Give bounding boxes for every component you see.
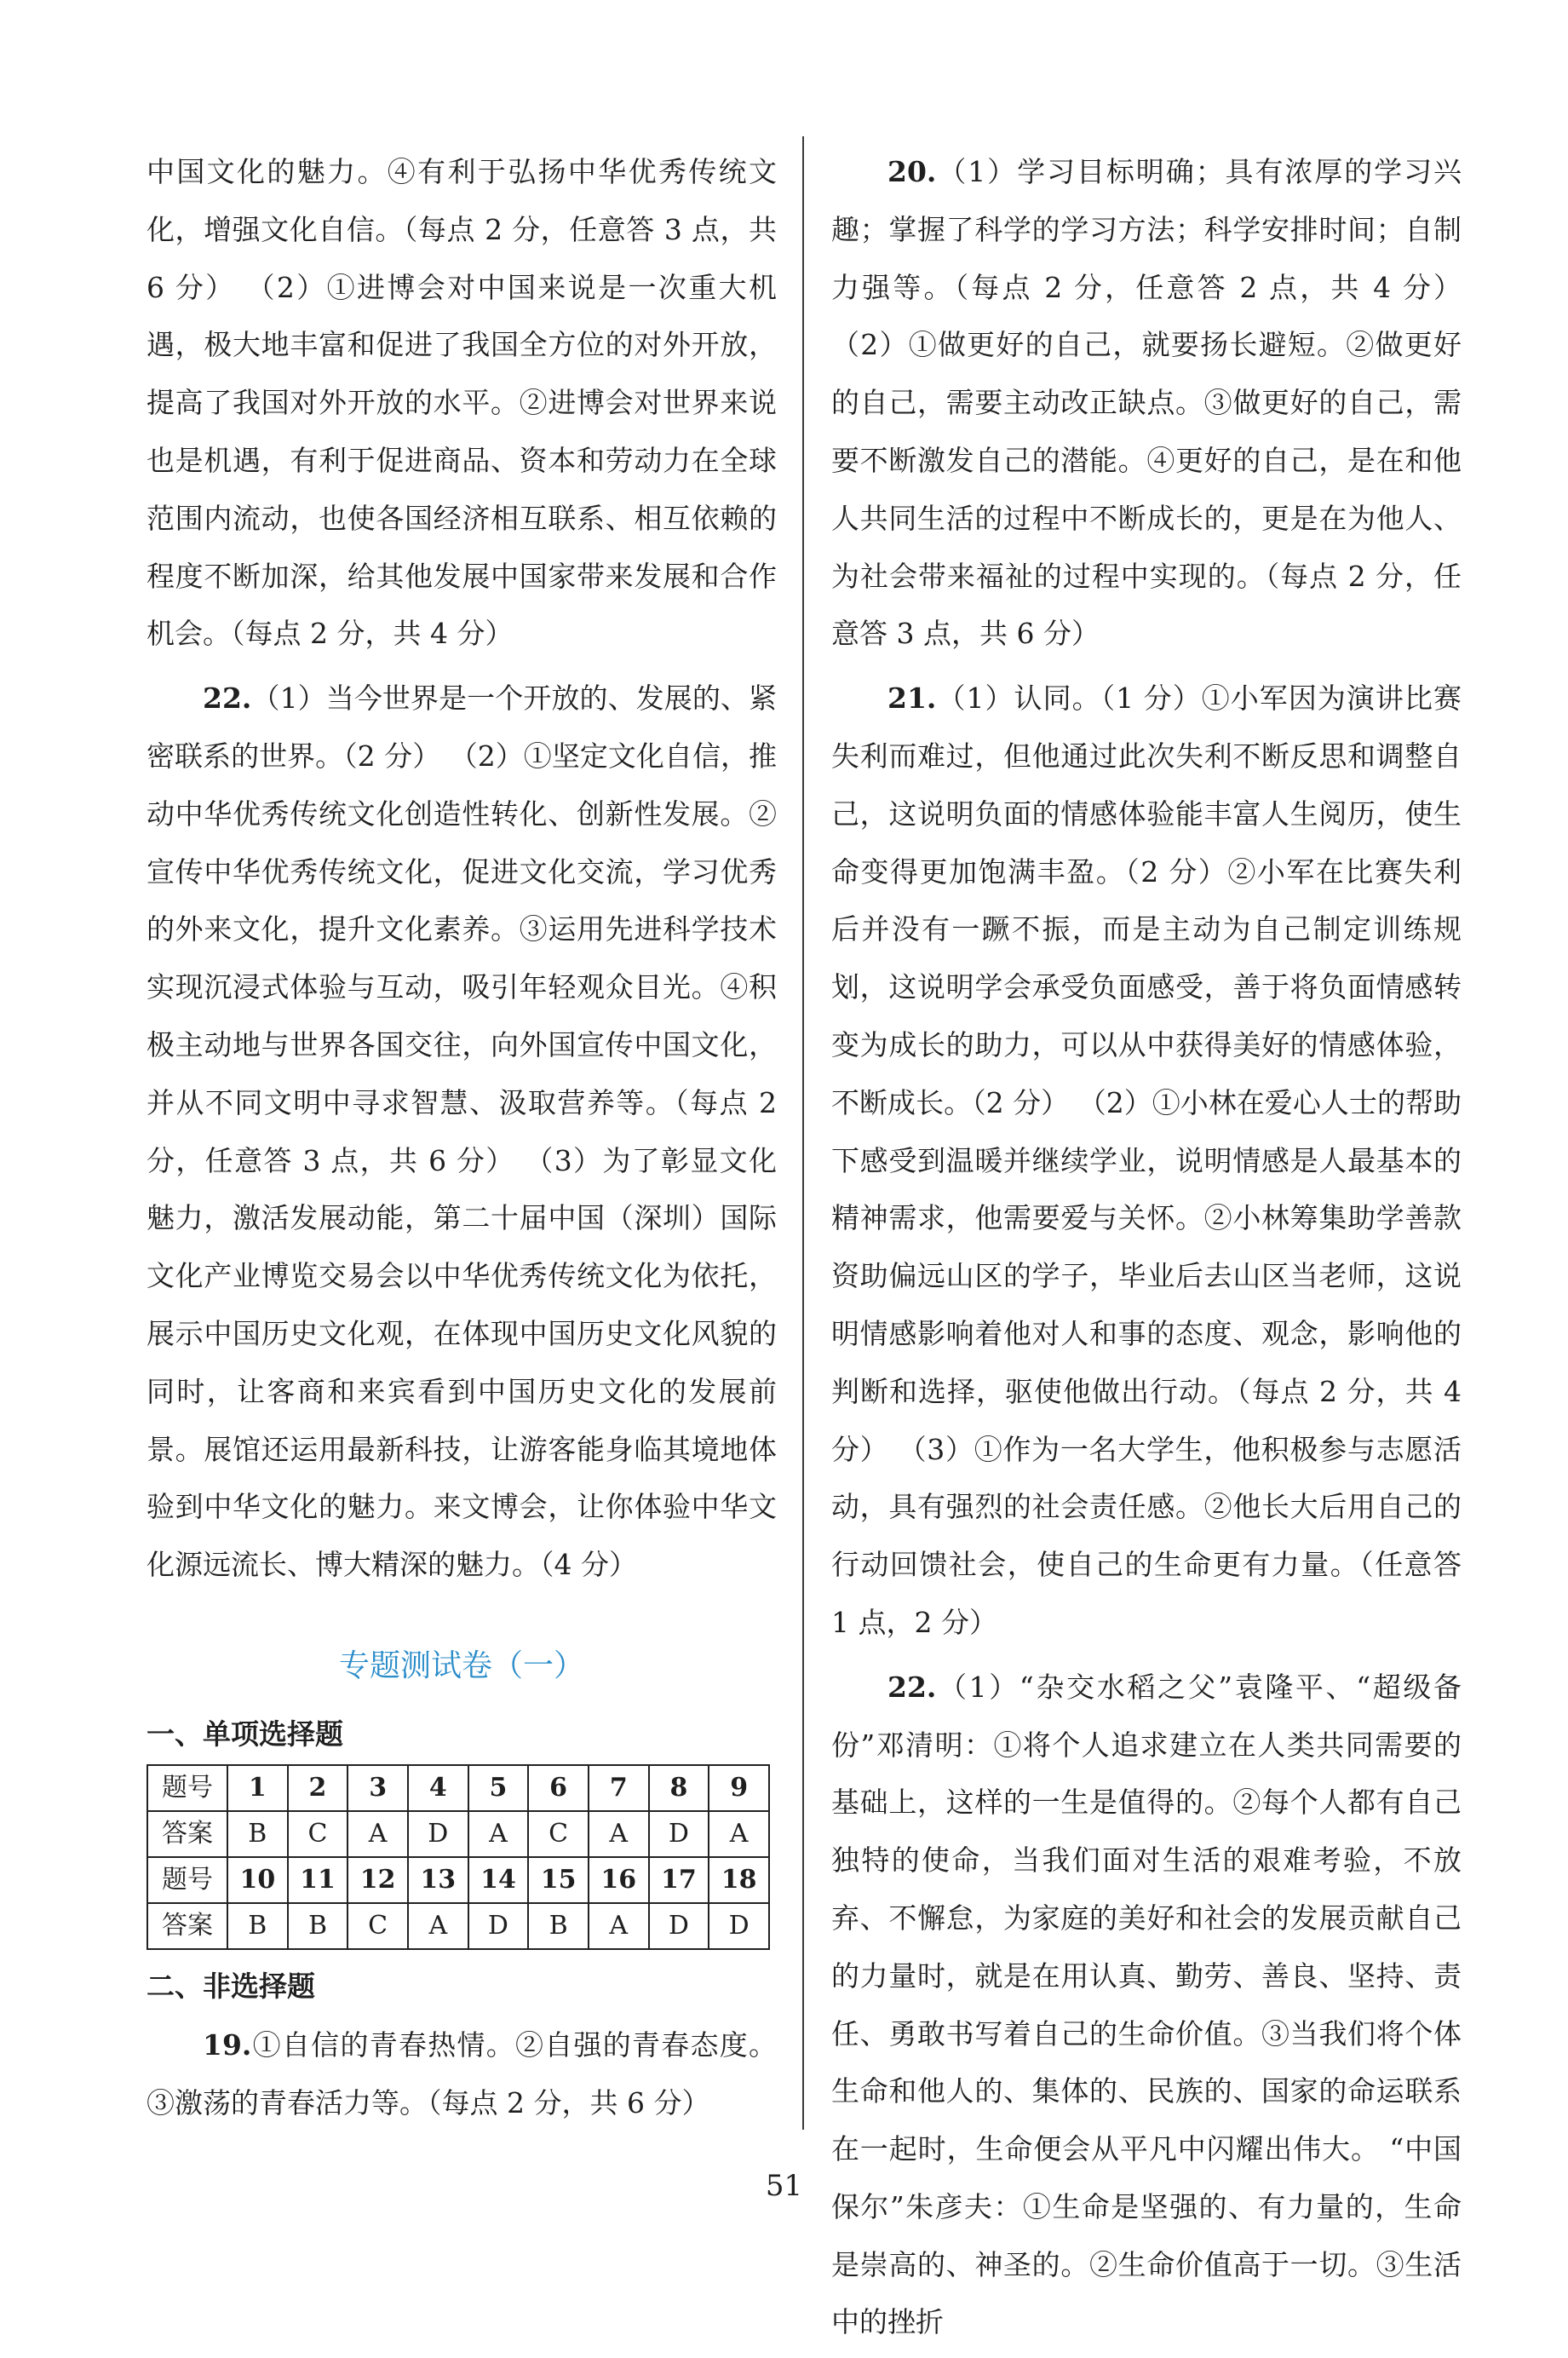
page-number: 51 <box>765 2169 803 2203</box>
table-cell: A <box>347 1811 408 1857</box>
table-cell: A <box>589 1811 649 1857</box>
right-column <box>831 143 1462 2358</box>
table-cell: B <box>227 1811 288 1857</box>
table-cell: 7 <box>589 1765 649 1811</box>
q21-text: （1）认同。（1 分）①小军因为演讲比赛失利而难过，但他通过此次失利不断反思和调整自己，这说明负面的情感体验能丰富人生阅历，使生命变得更加饱满丰盈。（2 分）②小军在比赛失利后并没有一蹶不振，而是主动为自己制定训练规划，这说明学会承受负面感受，善于将负面情感转变为成长的助力，可以从中获得美好的情感体验，不断成长。（2 分） （2）①小林在爱心人士的帮助下感受到温暖并继续学业，说明情感是人最基本的精神需求，他需要爱与关怀。②小林筹集助学善款资助偏远山区的学子，毕业后去山区当老师，这说明情感影响着他对人和事的态度、观念，影响他的判断和选择，驱使他做出行动。（每点 2 分，共 4 分） （3）①作为一名大学生，他积极参与志愿活动，具有强烈的社会责任感。②他长大后用自己的行动回馈社会，使自己的生命更有力量。（任意答 1 点，2 分） <box>831 682 1462 1639</box>
table-cell: 13 <box>408 1857 468 1903</box>
table-cell: 14 <box>468 1857 529 1903</box>
table-cell: D <box>408 1811 468 1857</box>
right-q20 <box>831 143 1462 663</box>
q21-number: 21. <box>887 682 937 716</box>
table-header-label: 题号 <box>147 1765 227 1811</box>
table-cell: 12 <box>347 1857 408 1903</box>
table-cell: B <box>288 1903 348 1949</box>
answer-table <box>146 1764 770 1950</box>
table-cell: 10 <box>227 1857 288 1903</box>
table-cell: A <box>468 1811 529 1857</box>
part2-title: 二、非选择题 <box>146 1969 315 2003</box>
column-divider <box>802 136 804 2130</box>
table-cell: C <box>347 1903 408 1949</box>
table-cell: B <box>528 1903 589 1949</box>
table-header-label: 题号 <box>147 1857 227 1903</box>
table-row-numbers-2 <box>147 1857 769 1903</box>
table-cell: 4 <box>408 1765 468 1811</box>
table-cell: 15 <box>528 1857 589 1903</box>
table-cell: 18 <box>709 1857 769 1903</box>
table-cell: C <box>528 1811 589 1857</box>
table-cell: 5 <box>468 1765 529 1811</box>
q20-number: 20. <box>887 155 937 188</box>
table-answer-label: 答案 <box>147 1811 227 1857</box>
left-q22 <box>146 670 777 1594</box>
table-cell: B <box>227 1903 288 1949</box>
table-cell: 17 <box>649 1857 709 1903</box>
q19-number: 19. <box>203 2027 252 2062</box>
left-column <box>146 143 777 2139</box>
table-answer-label: 答案 <box>147 1903 227 1949</box>
q22-text: （1）当今世界是一个开放的、发展的、紧密联系的世界。（2 分） （2）①坚定文化自信，推动中华优秀传统文化创造性转化、创新性发展。②宣传中华优秀传统文化，促进文化交流，学习优秀的外来文化，提升文化素养。③运用先进科学技术实现沉浸式体验与互动，吸引年轻观众目光。④积极主动地与世界各国交往，向外国宣传中国文化，并从不同文明中寻求智慧、汲取营养等。（每点 2 分，任意答 3 点，共 6 分） （3）为了彰显文化魅力，激活发展动能，第二十届中国（深圳）国际文化产业博览交易会以中华优秀传统文化为依托，展示中国历史文化观，在体现中国历史文化风貌的同时，让客商和来宾看到中国历史文化的发展前景。展馆还运用最新科技，让游客能身临其境地体验到中华文化的魅力。来文博会，让你体验中华文化源远流长、博大精深的魅力。（4 分） <box>146 682 777 1582</box>
table-cell: 11 <box>288 1857 348 1903</box>
table-cell: D <box>468 1903 529 1949</box>
left-paragraph-1: 中国文化的魅力。④有利于弘扬中华优秀传统文化，增强文化自信。（每点 2 分，任意答 3 点，共 6 分） （2）①进博会对中国来说是一次重大机遇，极大地丰富和促进了我国全方位的对外开放，提高了我国对外开放的水平。②进博会对世界来说也是机遇，有利于促进商品、资本和劳动力在全球范围内流动，也使各国经济相互联系、相互依赖的程度不断加深，给其他发展中国家带来发展和合作机会。（每点 2 分，共 4 分） <box>146 155 777 651</box>
table-cell: D <box>649 1811 709 1857</box>
left-q19 <box>146 2016 777 2132</box>
table-cell: 1 <box>227 1765 288 1811</box>
table-cell: 6 <box>528 1765 589 1811</box>
right-q22 <box>831 1659 1462 2352</box>
table-cell: C <box>288 1811 348 1857</box>
right-q21 <box>831 670 1462 1652</box>
table-cell: 8 <box>649 1765 709 1811</box>
table-row-answers-1 <box>147 1811 769 1857</box>
table-row-numbers-1 <box>147 1765 769 1811</box>
table-cell: A <box>408 1903 468 1949</box>
q22-right-number: 22. <box>887 1670 937 1704</box>
part1-title: 一、单项选择题 <box>146 1717 343 1751</box>
q20-text: （1）学习目标明确；具有浓厚的学习兴趣；掌握了科学的学习方法；科学安排时间；自制力强等。（每点 2 分，任意答 2 点，共 4 分） （2）①做更好的自己，就要扬长避短。②做更好的自己，需要主动改正缺点。③做更好的自己，需要不断激发自己的潜能。④更好的自己，是在和他人共同生活的过程中不断成长的，更是在为他人、为社会带来福祉的过程中实现的。（每点 2 分，任意答 3 点，共 6 分） <box>831 155 1462 651</box>
table-cell: D <box>709 1903 769 1949</box>
section-title: 专题测试卷（一） <box>338 1648 584 1683</box>
table-cell: 9 <box>709 1765 769 1811</box>
table-cell: A <box>709 1811 769 1857</box>
table-cell: D <box>649 1903 709 1949</box>
table-cell: 2 <box>288 1765 348 1811</box>
table-row-answers-2 <box>147 1903 769 1949</box>
q19-text: ①自信的青春热情。②自强的青春态度。③激荡的青春活力等。（每点 2 分，共 6 分） <box>146 2027 777 2119</box>
table-cell: A <box>589 1903 649 1949</box>
table-cell: 3 <box>347 1765 408 1811</box>
q22-number: 22. <box>203 682 252 716</box>
q22-right-text: （1）“杂交水稻之父”袁隆平、“超级备份”邓清明：①将个人追求建立在人类共同需要的基础上，这样的一生是值得的。②每个人都有自己独特的使命，当我们面对生活的艰难考验，不放弃、不懈怠，为家庭的美好和社会的发展贡献自己的力量时，就是在用认真、勤劳、善良、坚持、责任、勇敢书写着自己的生命价值。③当我们将个体生命和他人的、集体的、民族的、国家的命运联系在一起时，生命便会从平凡中闪耀出伟大。 “中国保尔”朱彦夫：①生命是坚强的、有力量的，生命是崇高的、神圣的。②生命价值高于一切。③生活中的挫折 <box>831 1670 1462 2339</box>
table-cell: 16 <box>589 1857 649 1903</box>
